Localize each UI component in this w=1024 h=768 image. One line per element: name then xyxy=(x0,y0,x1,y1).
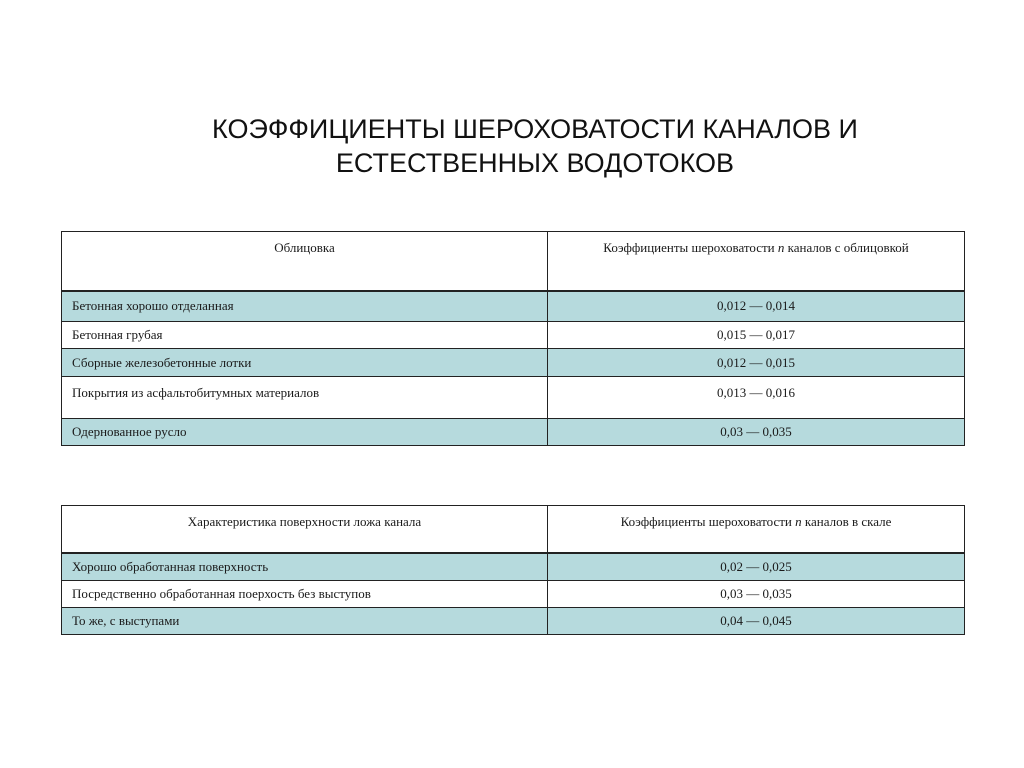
row-value: 0,015 — 0,017 xyxy=(548,322,965,349)
row-value: 0,03 — 0,035 xyxy=(548,419,965,446)
row-surface: Хорошо обработанная поверхность xyxy=(62,553,548,581)
table-row xyxy=(62,581,965,608)
lining-roughness-table xyxy=(61,231,965,446)
header-coefficient-post: каналов с облицовкой xyxy=(784,240,909,255)
header-coefficient-var: n xyxy=(795,514,802,529)
row-value: 0,012 — 0,015 xyxy=(548,349,965,377)
row-value: 0,02 — 0,025 xyxy=(548,553,965,581)
page-title xyxy=(150,112,920,180)
header-surface: Характеристика поверхности ложа канала xyxy=(62,506,548,553)
header-lining: Облицовка xyxy=(62,232,548,291)
header-coefficient-pre: Коэффициенты шероховатости xyxy=(603,240,778,255)
header-coefficient xyxy=(548,506,965,553)
header-coefficient-post: каналов в скале xyxy=(801,514,892,529)
rock-roughness-table xyxy=(61,505,965,635)
row-value: 0,03 — 0,035 xyxy=(548,581,965,608)
row-surface: То же, с выступами xyxy=(62,608,548,635)
header-coefficient-var: n xyxy=(777,240,785,255)
table-row xyxy=(62,349,965,377)
row-value: 0,013 — 0,016 xyxy=(548,377,965,419)
table-header-row xyxy=(62,232,965,291)
table-row xyxy=(62,377,965,419)
page-title-line2: ЕСТЕСТВЕННЫХ ВОДОТОКОВ xyxy=(335,148,735,178)
row-material: Бетонная хорошо отделанная xyxy=(62,291,548,322)
table-row xyxy=(62,608,965,635)
page-title-line1: КОЭФФИЦИЕНТЫ ШЕРОХОВАТОСТИ КАНАЛОВ И xyxy=(212,114,858,144)
table-row xyxy=(62,291,965,322)
row-material: Бетонная грубая xyxy=(62,322,548,349)
table-header-row xyxy=(62,506,965,553)
header-coefficient xyxy=(548,232,965,291)
table-row xyxy=(62,322,965,349)
row-material: Одернованное русло xyxy=(62,419,548,446)
row-material: Сборные железобетонные лотки xyxy=(62,349,548,377)
row-material: Покрытия из асфальтобитумных материалов xyxy=(62,377,548,419)
row-value: 0,012 — 0,014 xyxy=(548,291,965,322)
table-row xyxy=(62,553,965,581)
table-row xyxy=(62,419,965,446)
header-coefficient-pre: Коэффициенты шероховатости xyxy=(620,514,796,529)
row-surface: Посредственно обработанная поерхость без выступов xyxy=(62,581,548,608)
row-value: 0,04 — 0,045 xyxy=(548,608,965,635)
